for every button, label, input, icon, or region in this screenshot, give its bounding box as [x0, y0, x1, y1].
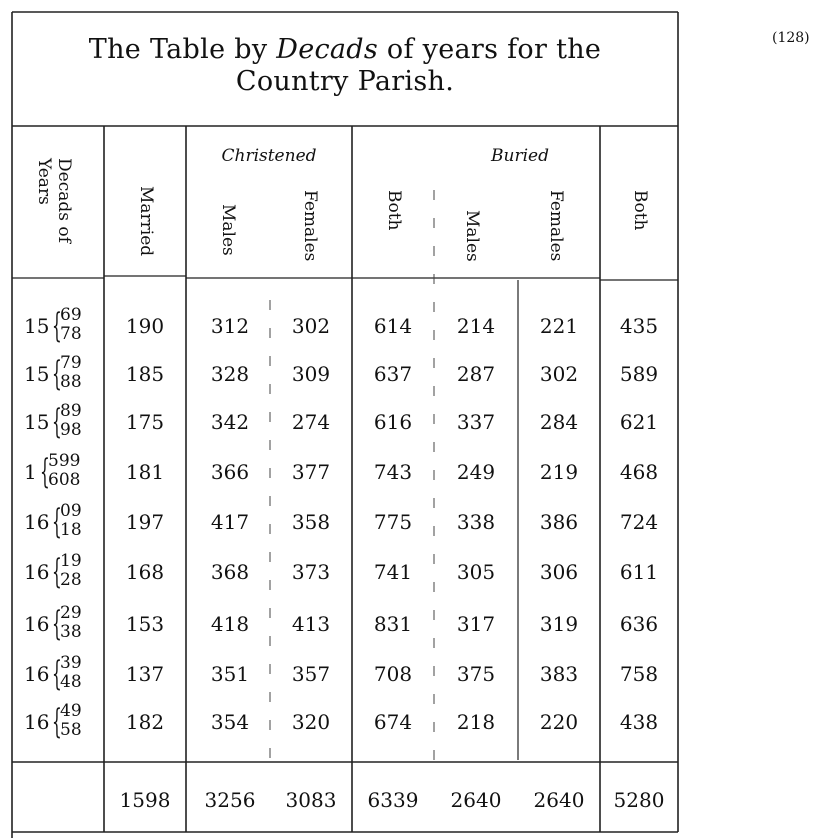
- cell-c-females: 377: [291, 460, 331, 484]
- cell-married: 153: [125, 612, 165, 636]
- decade-label: [24, 354, 102, 394]
- total-b-females: 2640: [533, 788, 585, 812]
- cell-b-both: 724: [619, 510, 659, 534]
- decade-to: 98: [60, 420, 82, 440]
- decade-lead: 15: [24, 410, 50, 434]
- married-header: Married: [136, 186, 156, 257]
- decade-lead: 16: [24, 510, 50, 534]
- decade-lead: 16: [24, 560, 50, 584]
- christened-both-header: Both: [384, 190, 404, 231]
- brace-glyph: {: [51, 702, 62, 742]
- cell-married: 137: [125, 662, 165, 686]
- decade-lead: 15: [24, 314, 50, 338]
- cell-b-males: 214: [456, 314, 496, 338]
- brace-glyph: {: [51, 654, 62, 694]
- cell-c-females: 309: [291, 362, 331, 386]
- buried-males-header: Males: [462, 210, 482, 262]
- cell-b-males: 305: [456, 560, 496, 584]
- decade-to: 48: [60, 672, 82, 692]
- cell-b-males: 375: [456, 662, 496, 686]
- cell-married: 182: [125, 710, 165, 734]
- cell-b-both: 611: [619, 560, 659, 584]
- decade-to: 38: [60, 622, 82, 642]
- decade-years: [60, 502, 82, 540]
- cell-b-males: 317: [456, 612, 496, 636]
- cell-c-both: 637: [373, 362, 413, 386]
- total-married: 1598: [119, 788, 171, 812]
- decade-label: [24, 306, 102, 346]
- brace-glyph: {: [51, 306, 62, 346]
- cell-c-males: 312: [210, 314, 250, 338]
- cell-married: 181: [125, 460, 165, 484]
- cell-b-both: 468: [619, 460, 659, 484]
- cell-b-females: 220: [539, 710, 579, 734]
- decade-label: [24, 502, 102, 542]
- decade-label: [24, 604, 102, 644]
- cell-c-males: 342: [210, 410, 250, 434]
- decade-to: 88: [60, 372, 82, 392]
- cell-b-males: 249: [456, 460, 496, 484]
- cell-b-females: 306: [539, 560, 579, 584]
- cell-c-both: 741: [373, 560, 413, 584]
- decade-to: 28: [60, 570, 82, 590]
- decade-years: [48, 452, 80, 490]
- decade-to: 78: [60, 324, 82, 344]
- total-c-males: 3256: [204, 788, 256, 812]
- total-c-both: 6339: [367, 788, 419, 812]
- cell-c-males: 418: [210, 612, 250, 636]
- brace-glyph: {: [51, 502, 62, 542]
- cell-c-both: 674: [373, 710, 413, 734]
- decade-years: [60, 702, 82, 740]
- cell-b-both: 438: [619, 710, 659, 734]
- decade-years: [60, 552, 82, 590]
- decade-from: 599: [48, 451, 81, 471]
- brace-glyph: {: [39, 452, 50, 492]
- brace-glyph: {: [51, 402, 62, 442]
- cell-married: 168: [125, 560, 165, 584]
- decade-lead: 16: [24, 710, 50, 734]
- cell-b-both: 621: [619, 410, 659, 434]
- cell-c-females: 302: [291, 314, 331, 338]
- cell-married: 175: [125, 410, 165, 434]
- buried-both-header: Both: [630, 190, 650, 231]
- cell-b-both: 758: [619, 662, 659, 686]
- cell-c-both: 616: [373, 410, 413, 434]
- page-title: The Table by Decads of years for the Country Parish.: [88, 34, 602, 97]
- cell-b-females: 221: [539, 314, 579, 338]
- decade-label: [24, 452, 102, 492]
- buried-group-header: Buried: [491, 146, 549, 166]
- cell-b-males: 338: [456, 510, 496, 534]
- cell-b-males: 287: [456, 362, 496, 386]
- buried-females-header: Females: [546, 190, 566, 262]
- christened-group-header: Christened: [221, 146, 317, 166]
- decade-lead: 16: [24, 612, 50, 636]
- decade-years: [60, 604, 82, 642]
- total-b-both: 5280: [613, 788, 665, 812]
- decade-label: [24, 402, 102, 442]
- cell-b-females: 302: [539, 362, 579, 386]
- decade-to: 18: [60, 520, 82, 540]
- cell-c-males: 351: [210, 662, 250, 686]
- decade-lead: 15: [24, 362, 50, 386]
- cell-c-males: 366: [210, 460, 250, 484]
- brace-glyph: {: [51, 552, 62, 592]
- brace-glyph: {: [51, 354, 62, 394]
- decade-lead: 16: [24, 662, 50, 686]
- cell-c-both: 708: [373, 662, 413, 686]
- cell-b-both: 435: [619, 314, 659, 338]
- cell-b-males: 218: [456, 710, 496, 734]
- decade-years: [60, 654, 82, 692]
- cell-b-both: 636: [619, 612, 659, 636]
- cell-married: 190: [125, 314, 165, 338]
- cell-c-females: 413: [291, 612, 331, 636]
- total-c-females: 3083: [285, 788, 337, 812]
- cell-c-females: 320: [291, 710, 331, 734]
- decade-from: 89: [60, 401, 82, 421]
- decade-from: 09: [60, 501, 82, 521]
- decade-from: 79: [60, 353, 82, 373]
- cell-c-both: 743: [373, 460, 413, 484]
- decade-lead: 1: [24, 460, 37, 484]
- decade-years: [60, 402, 82, 440]
- cell-c-females: 358: [291, 510, 331, 534]
- decade-label: [24, 654, 102, 694]
- total-b-males: 2640: [450, 788, 502, 812]
- cell-married: 197: [125, 510, 165, 534]
- decade-from: 49: [60, 701, 82, 721]
- cell-c-males: 328: [210, 362, 250, 386]
- cell-b-males: 337: [456, 410, 496, 434]
- decade-label: [24, 552, 102, 592]
- decade-from: 69: [60, 305, 82, 325]
- cell-c-males: 354: [210, 710, 250, 734]
- christened-males-header: Males: [218, 204, 238, 256]
- cell-c-both: 614: [373, 314, 413, 338]
- brace-glyph: {: [51, 604, 62, 644]
- cell-b-females: 284: [539, 410, 579, 434]
- cell-b-females: 386: [539, 510, 579, 534]
- cell-b-females: 383: [539, 662, 579, 686]
- cell-b-females: 219: [539, 460, 579, 484]
- cell-c-both: 775: [373, 510, 413, 534]
- decade-years: [60, 306, 82, 344]
- decade-label: [24, 702, 102, 742]
- cell-c-females: 357: [291, 662, 331, 686]
- christened-females-header: Females: [300, 190, 320, 262]
- cell-c-males: 368: [210, 560, 250, 584]
- cell-c-females: 373: [291, 560, 331, 584]
- cell-c-both: 831: [373, 612, 413, 636]
- decade-from: 29: [60, 603, 82, 623]
- decade-from: 19: [60, 551, 82, 571]
- cell-b-females: 319: [539, 612, 579, 636]
- decade-years: [60, 354, 82, 392]
- decade-to: 608: [48, 470, 81, 490]
- cell-c-females: 274: [291, 410, 331, 434]
- cell-married: 185: [125, 362, 165, 386]
- decade-from: 39: [60, 653, 82, 673]
- decade-to: 58: [60, 720, 82, 740]
- cell-c-males: 417: [210, 510, 250, 534]
- cell-b-both: 589: [619, 362, 659, 386]
- decades-header: Decads of Years: [34, 158, 74, 243]
- page-number: (128): [772, 30, 810, 46]
